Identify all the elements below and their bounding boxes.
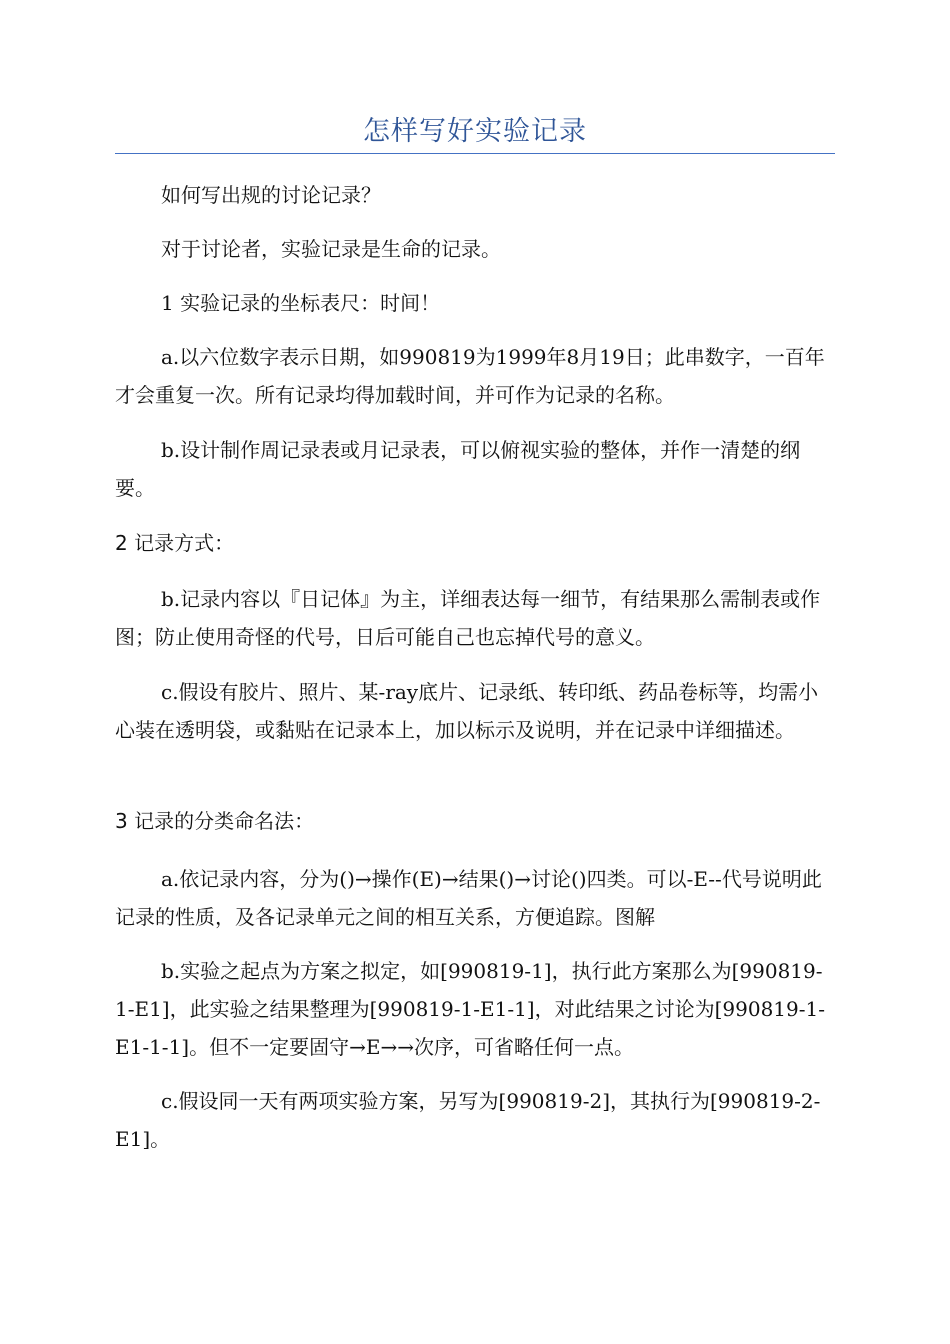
paragraph-1b: b.设计制作周记录表或月记录表，可以俯视实验的整体，并作一清楚的纲要。 xyxy=(115,438,801,500)
paragraph-1a: a.以六位数字表示日期，如990819为1999年8月19日；此串数字，一百年才会重复一次。所有记录均得加载时间，并可作为记录的名称。 xyxy=(115,345,825,407)
section-2-heading xyxy=(115,524,835,562)
paragraph-statement: 对于讨论者，实验记录是生命的记录。 xyxy=(161,237,501,261)
section-1-heading: 1 实验记录的坐标表尺：时间！ xyxy=(161,291,441,315)
section-3-title: 记录的分类命名法： xyxy=(127,809,315,833)
paragraph-2b: b.记录内容以『日记体』为主，详细表达每一细节，有结果那么需制表或作图；防止使用奇怪的代号，日后可能自己也忘掉代号的意义。 xyxy=(115,587,821,649)
title-underline xyxy=(115,153,835,154)
section-2-number: 2 xyxy=(115,531,128,555)
paragraph-question: 如何写出规的讨论记录？ xyxy=(161,183,381,207)
document-title: 怎样写好实验记录 xyxy=(363,116,587,147)
paragraph-3c: c.假设同一天有两项实验方案，另写为[990819-2]，其执行为[990819-2-E1]。 xyxy=(115,1089,821,1151)
paragraph-2c: c.假设有胶片、照片、某-ray底片、记录纸、转印纸、药品卷标等，均需小心装在透明袋，或黏贴在记录本上，加以标示及说明，并在记录中详细描述。 xyxy=(115,680,819,742)
section-3-heading xyxy=(115,802,835,840)
paragraph-3a: a.依记录内容，分为()→操作(E)→结果()→讨论()四类。可以-E--代号说明此记录的性质，及各记录单元之间的相互关系，方便追踪。图解 xyxy=(115,867,822,929)
section-3-number: 3 xyxy=(115,809,128,833)
section-2-title: 记录方式： xyxy=(127,531,235,555)
paragraph-3b: b.实验之起点为方案之拟定，如[990819-1]，执行此方案那么为[990819-1-E1]，此实验之结果整理为[990819-1-E1-1]，对此结果之讨论为[990819-1-E1-1-1]。但不一定要固守→E→→次序，可省略任何一点。 xyxy=(115,959,825,1059)
